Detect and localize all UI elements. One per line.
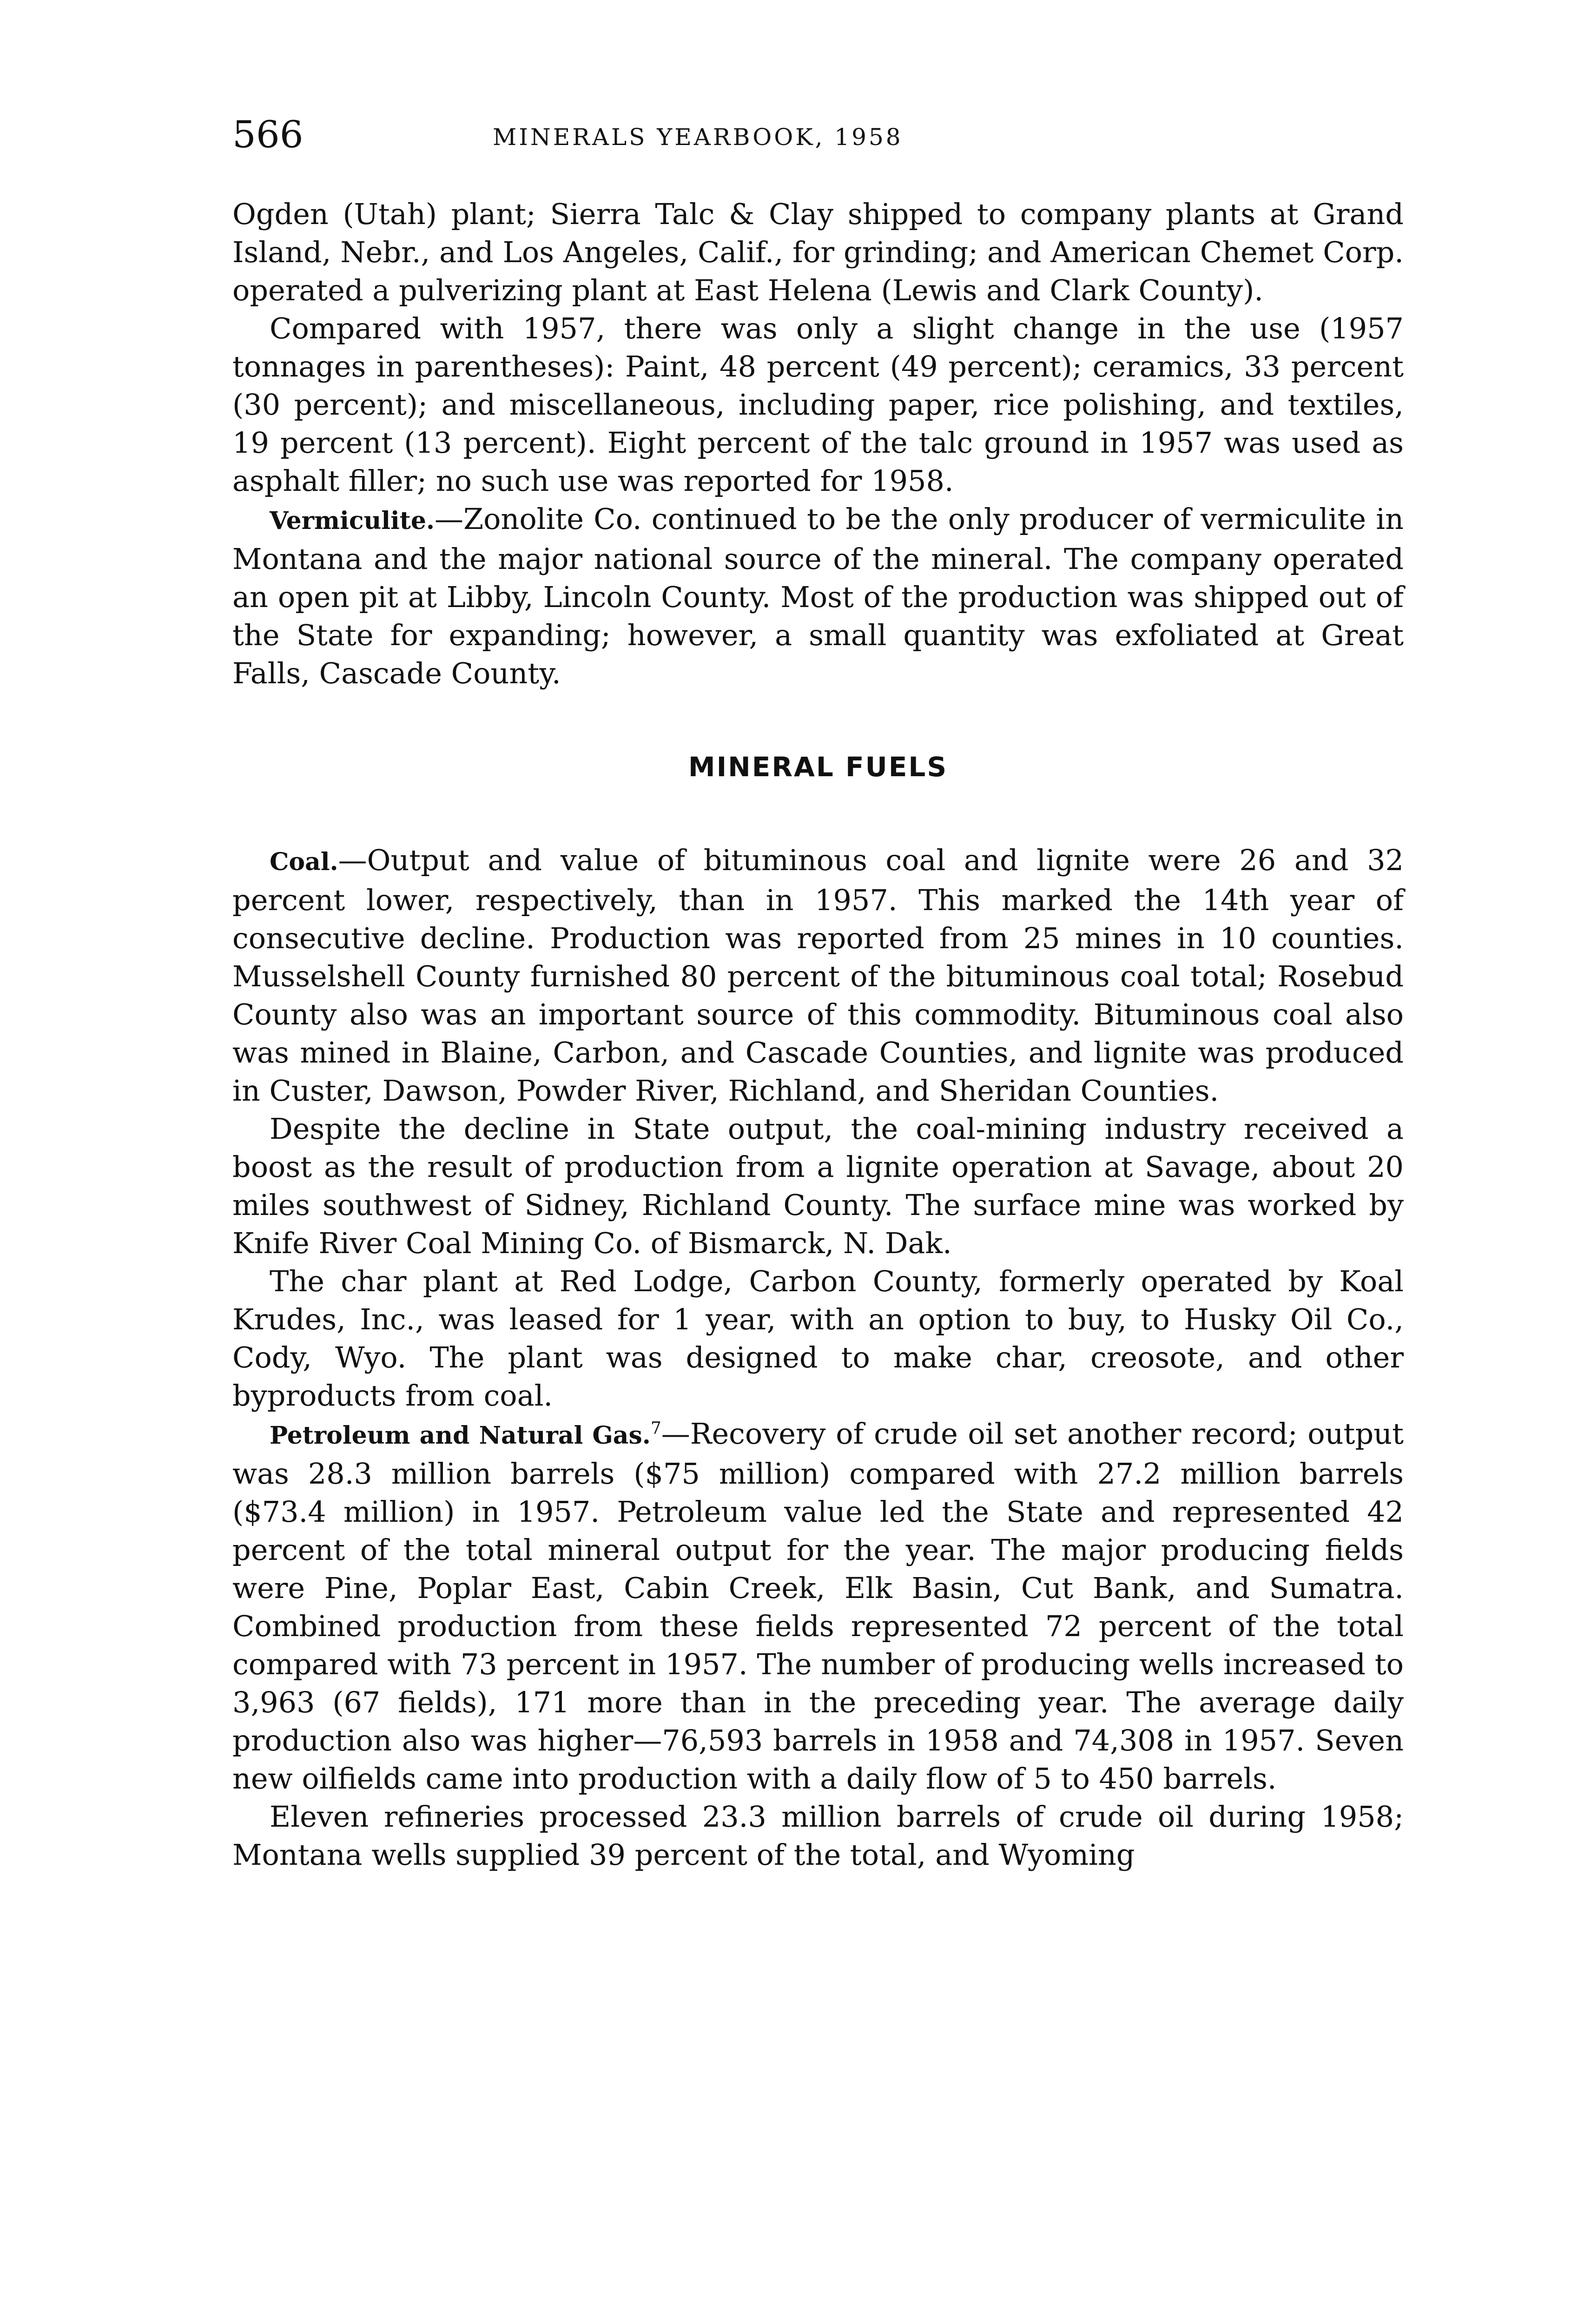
run-in-heading: Petroleum and Natural Gas. xyxy=(270,1421,651,1450)
paragraph: Eleven refineries processed 23.3 million barrels of crude oil during 1958; Montana wells supplied 39 percent of the total, and Wyoming xyxy=(232,1800,1404,1872)
paragraph: Despite the decline in State output, the coal-mining industry received a boost as the result of production from a lignite operation at Savage, about 20 miles southwest of Sidney, Richland County. The surface mine was worked by Knife River Coal Mining Co. of Bismarck, N. Dak. xyxy=(232,1112,1404,1260)
paragraph-text: —Recovery of crude oil set another record; output was 28.3 million barrels ($75 million) compared with 27.2 million barrels ($73.4 million) in 1957. Petroleum value led the State and represented 42 percent of the total mineral output for the year. The major producing fields were Pine, Poplar East, Cabin Creek, Elk Basin, Cut Bank, and Sumatra. Combined production from these fields represented 72 percent of the total compared with 73 percent in 1957. The number of producing wells increased to 3,963 (67 fields), 171 more than in the preceding year. The average daily production also was higher—76,593 barrels in 1958 and 74,308 in 1957. Seven new oilfields came into production with a daily flow of 5 to 450 barrels. xyxy=(232,1417,1404,1796)
paragraph-coal xyxy=(232,841,1404,1110)
page-number: 566 xyxy=(232,113,304,156)
section-heading: MINERAL FUELS xyxy=(688,751,948,783)
paragraph: Compared with 1957, there was only a slight change in the use (1957 tonnages in parentheses): Paint, 48 percent (49 percent); ceramics, 33 percent (30 percent); and miscellaneous, including paper, rice polishing, and textiles, 19 percent (13 percent). Eight percent of the talc ground in 1957 was used as asphalt filler; no such use was reported for 1958. xyxy=(232,311,1404,498)
run-in-heading: Coal. xyxy=(270,848,338,876)
run-in-heading: Vermiculite. xyxy=(270,507,435,535)
running-head: MINERALS YEARBOOK, 1958 xyxy=(493,124,903,151)
footnote-reference[interactable]: 7 xyxy=(650,1419,661,1438)
paragraph-vermiculite xyxy=(232,500,1404,693)
paragraph: The char plant at Red Lodge, Carbon County, formerly operated by Koal Krudes, Inc., was leased for 1 year, with an option to buy, to Husky Oil Co., Cody, Wyo. The plant was designed to make char, creosote, and other byproducts from coal. xyxy=(232,1264,1404,1413)
paragraph: Ogden (Utah) plant; Sierra Talc & Clay shipped to company plants at Grand Island, Nebr., and Los Angeles, Calif., for grinding; and American Chemet Corp. operated a pulverizing plant at East Helena (Lewis and Clark County). xyxy=(232,197,1404,307)
paragraph-text: —Output and value of bituminous coal and lignite were 26 and 32 percent lower, respectively, than in 1957. This marked the 14th year of consecutive decline. Production was reported from 25 mines in 10 counties. Musselshell County furnished 80 percent of the bituminous coal total; Rosebud County also was an important source of this commodity. Bituminous coal also was mined in Blaine, Carbon, and Cascade Counties, and lignite was produced in Custer, Dawson, Powder River, Richland, and Sheridan Counties. xyxy=(232,843,1404,1108)
paragraph-text: —Zonolite Co. continued to be the only producer of vermiculite in Montana and the major national source of the mineral. The company operated an open pit at Libby, Lincoln County. Most of the production was shipped out of the State for expanding; however, a small quantity was exfoliated at Great Falls, Cascade County. xyxy=(232,502,1404,690)
page-header xyxy=(232,109,1404,160)
paragraph-petroleum xyxy=(232,1415,1404,1798)
body-text xyxy=(232,195,1404,1874)
